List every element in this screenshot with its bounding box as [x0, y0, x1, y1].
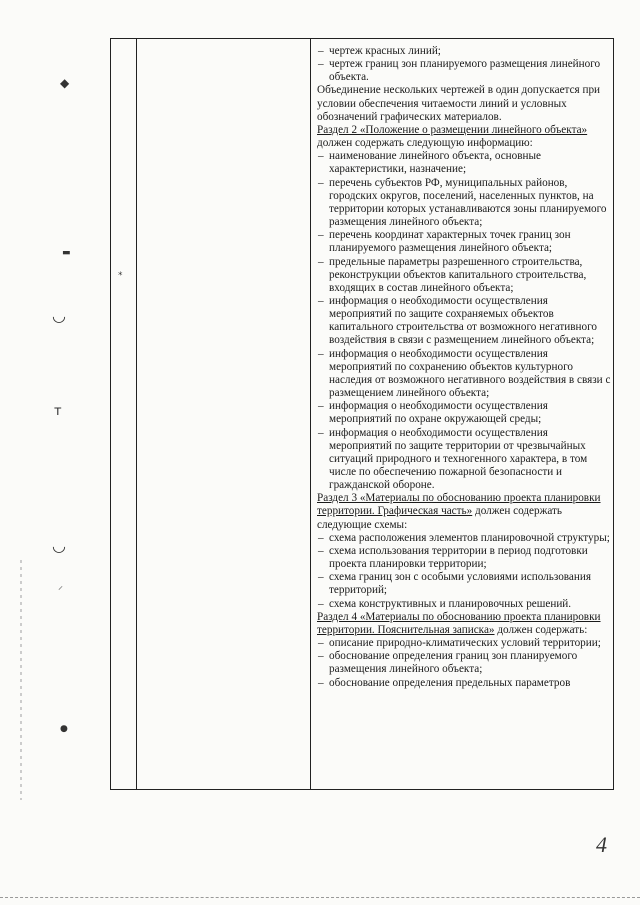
- section-heading-rest: должен содержать следующие схемы:: [317, 505, 562, 531]
- scan-speck: ⁎: [118, 268, 123, 278]
- section-heading: Раздел 3 «Материалы по обоснованию проекта планировки территории. Графическая часть»: [317, 492, 601, 518]
- list-item: – информация о необходимости осуществления мероприятий по защите сохраняемых объектов капитального строительства от возможного негативного воздействия в связи с размещением линейного объекта;: [317, 295, 611, 348]
- scan-bottom-edge: [0, 897, 640, 899]
- list-item: – информация о необходимости осуществления мероприятий по защите территории от чрезвычайных ситуаций природного и техногенного характера, в том числе по обеспечению пожарной безопасности и гражданской обороне.: [317, 427, 611, 493]
- list-item: – перечень координат характерных точек границ зон планируемого размещения линейного объекта;: [317, 229, 611, 255]
- document-table: [110, 38, 614, 790]
- list-item: – схема использования территории в период подготовки проекта планировки территории;: [317, 545, 611, 571]
- list-item: – чертеж границ зон планируемого размещения линейного объекта.: [317, 58, 611, 84]
- section-heading-paragraph: [317, 124, 611, 150]
- list-item: – обоснование определения предельных параметров: [317, 677, 611, 690]
- list-item: – информация о необходимости осуществления мероприятий по охране окружающей среды;: [317, 400, 611, 426]
- scan-dot: ▬: [62, 248, 71, 258]
- table-column-content: [311, 39, 615, 789]
- list-item: – описание природно-климатических условий территории;: [317, 637, 611, 650]
- table-column-name: [137, 39, 311, 789]
- section-heading-rest: должен содержать:: [494, 623, 588, 636]
- page-number: 4: [596, 832, 607, 857]
- section-heading: Раздел 4 «Материалы по обоснованию проекта планировки территории. Пояснительная записка»: [317, 610, 601, 636]
- list-item: – схема расположения элементов планировочной структуры;: [317, 532, 611, 545]
- scan-dot: ◆: [60, 76, 70, 90]
- scan-mark: ◡: [52, 306, 66, 325]
- scan-mark: ◡: [52, 536, 66, 555]
- section-heading: Раздел 2 «Положение о размещении линейного объекта»: [317, 123, 588, 136]
- list-item: – информация о необходимости осуществления мероприятий по сохранению объектов культурного наследия от возможного негативного воздействия в связи с размещением линейного объекта;: [317, 348, 611, 401]
- list-item: – предельные параметры разрешенного строительства, реконструкции объектов капитального строительства, входящих в состав линейного объекта;: [317, 256, 611, 295]
- section-heading-paragraph: [317, 492, 611, 531]
- list-item: – наименование линейного объекта, основные характеристики, назначение;: [317, 150, 611, 176]
- scan-dot: ●: [60, 724, 68, 734]
- list-item: – перечень субъектов РФ, муниципальных районов, городских округов, поселений, населенных пунктов, на территории которых устанавливаются зоны планируемого размещения линейного объекта;: [317, 177, 611, 230]
- section-heading-paragraph: [317, 611, 611, 637]
- scan-edge: [20, 560, 22, 800]
- list-item: – схема конструктивных и планировочных решений.: [317, 598, 611, 611]
- table-column-number: [111, 39, 137, 789]
- list-item: – обоснование определения границ зон планируемого размещения линейного объекта;: [317, 650, 611, 676]
- list-item: – схема границ зон с особыми условиями использования территорий;: [317, 571, 611, 597]
- paragraph: Объединение нескольких чертежей в один допускается при условии обеспечения читаемости линий и условных обозначений графических материалов.: [317, 84, 601, 123]
- scan-mark: ⸝: [58, 581, 63, 592]
- list-item: – чертеж красных линий;: [317, 45, 611, 58]
- section-heading-rest: должен содержать следующую информацию:: [317, 137, 533, 150]
- scan-mark: ᴛ: [54, 404, 62, 419]
